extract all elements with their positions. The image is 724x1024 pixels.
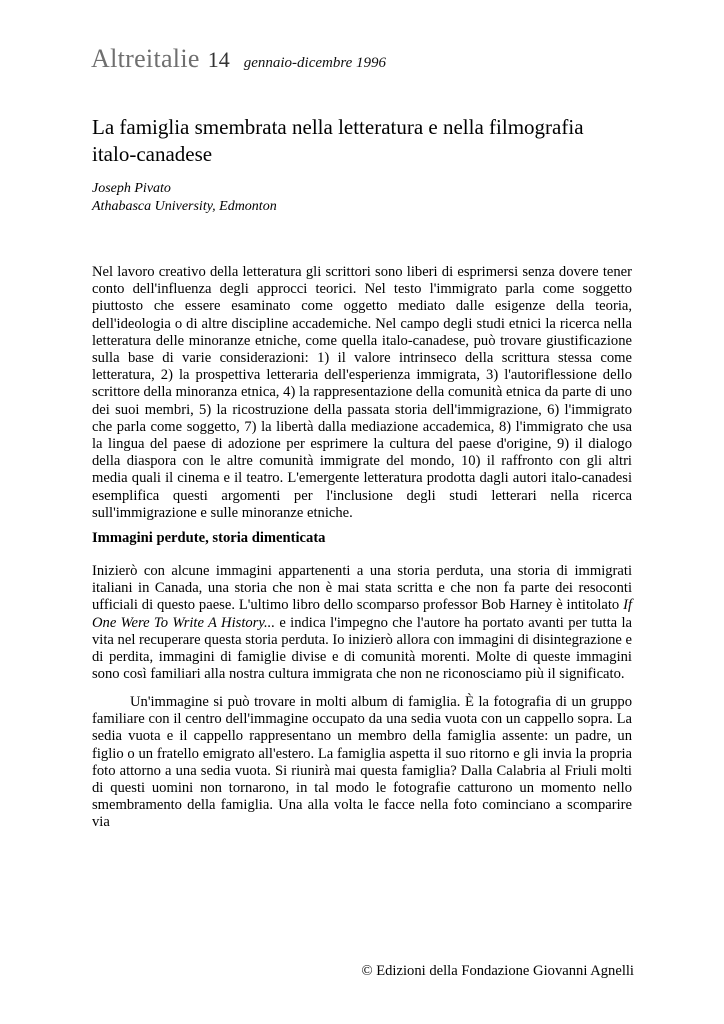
paragraph-lost-images [92,563,632,683]
copyright-footer: © Edizioni della Fondazione Giovanni Agnelli [361,963,634,979]
issue-number: 14 [207,47,230,72]
journal-header [91,44,386,74]
author-name: Joseph Pivato [92,181,171,196]
paragraph-text: e indica l'impegno che l'autore ha portato avanti per tutta la vita nel recuperare questa storia perduta. Io inizierò allora con immagini di disintegrazione e di perdita, immagini di famiglie divise e di comunità morenti. Molte di queste immagini sono così familiari alla nostra cultura immigrata che non ne riconosciamo più il significato. [92,614,633,683]
issue-date: gennaio-dicembre 1996 [243,55,387,71]
author-affiliation: Athabasca University, Edmonton [92,199,277,214]
article-title: La famiglia smembrata nella letteratura e nella filmografia italo-canadese [92,115,584,166]
section-heading: Immagini perdute, storia dimenticata [92,530,326,546]
author-block [92,180,277,216]
paragraph-text: Inizierò con alcune immagini appartenenti a una storia perduta, una storia di immigrati italiani in Canada, una storia che non è mai stata scritta e che non fa parte dei resoconti ufficiali di questo paese. L'ultimo libro dello scomparso professor Bob Harney è intitolato [92,563,632,614]
paragraph-intro: Nel lavoro creativo della letteratura gli scrittori sono liberi di esprimersi senza dovere tener conto dell'influenza degli approcci teorici. Nel testo l'immigrato parla come soggetto piuttosto che essere esaminato come oggetto mediato dalle esigenze della teoria, dell'ideologia o di altre discipline accademiche. Nel campo degli studi etnici la ricerca nella letteratura delle minoranze etniche, come quella italo-canadese, può trovare giustificazione sulla base di varie considerazioni: 1) il valore intrinseco della scrittura stessa come letteratura, 2) la prospettiva letteraria dell'esperienza immigrata, 3) l'autoriflessione dello scrittore della minoranza etnica, 4) la rappresentazione della comunità etnica da parte di uno dei suoi membri, 5) la ricostruzione della passata storia dell'immigrazione, 6) l'immigrato che parla come soggetto, 7) la libertà dalla mediazione accademica, 8) l'immigrato che usa la lingua del paese di adozione per esprimere la cultura del paese d'origine, 9) il dialogo della diaspora con le altre comunità immigrate del mondo, 10) il raffronto con gli altri media quali il cinema e il teatro. L'emergente letteratura prodotta dagli autori italo-canadesi esemplifica questi argomenti per l'inclusione degli studi letterari nella ricerca sull'immigrazione e sulle minoranze etniche. [92,264,632,521]
paragraph-family-photo: Un'immagine si può trovare in molti album di famiglia. È la fotografia di un gruppo familiare con il centro dell'immagine occupato da una sedia vuota con un cappello sopra. La sedia vuota e il cappello rappresentano un membro della famiglia assente: un padre, un figlio o un fratello emigrato all'estero. La famiglia aspetta il suo ritorno e gli invia la propria foto attorno a una sedia vuota. Si riunirà mai questa famiglia? Dalla Calabria al Friuli molti di questi uomini non tornarono, in tal modo le fotografie catturono un momento nello smembramento della famiglia. Una alla volta le facce nella foto cominciano a scomparire via [92,694,632,831]
book-title: If One Were To Write A History... [92,597,632,631]
journal-brand: Altreitalie [91,44,200,73]
